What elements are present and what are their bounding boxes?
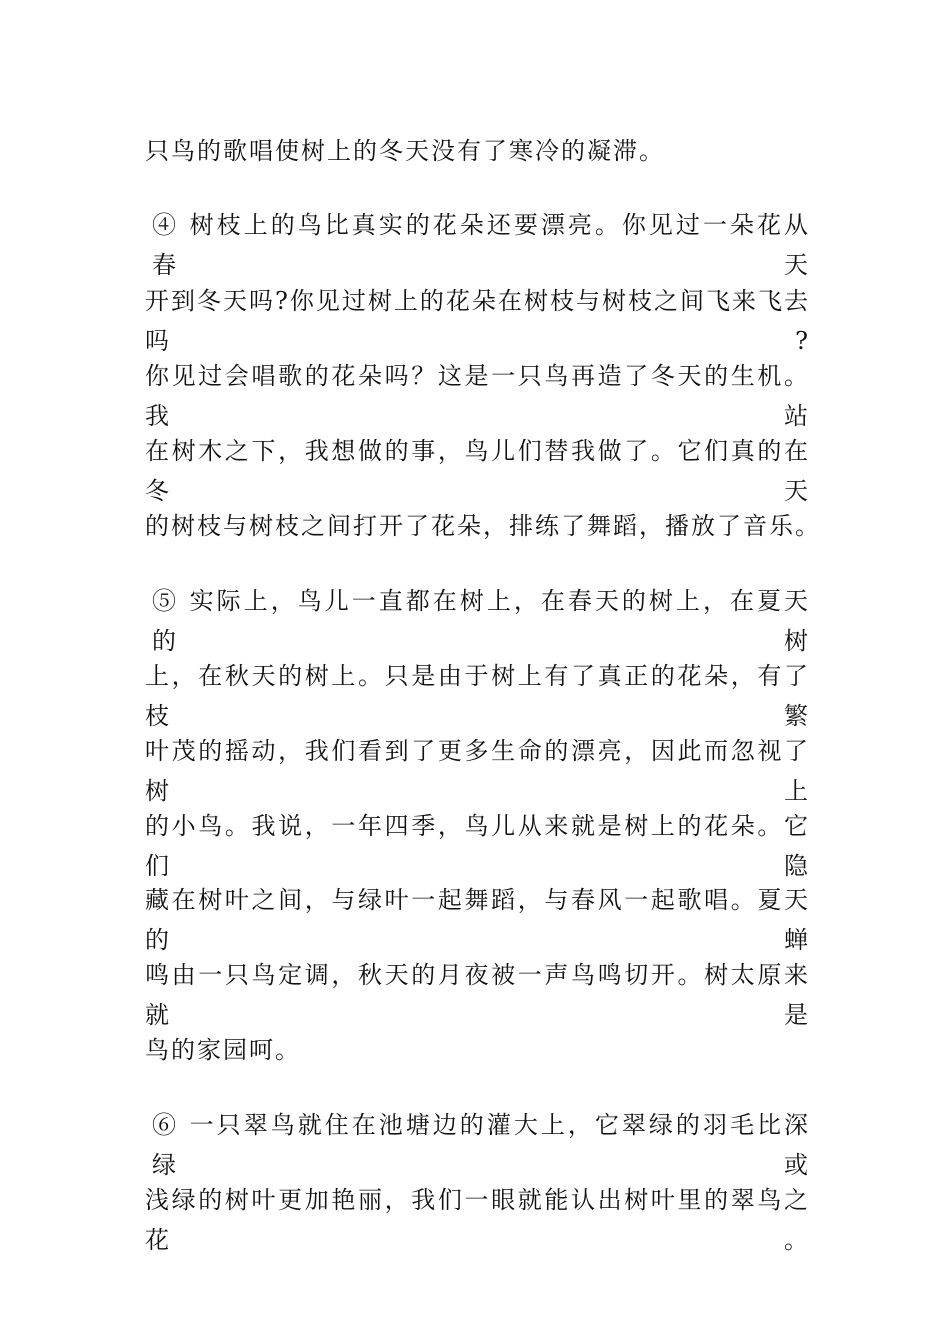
text-line-1: 只鸟的歌唱使树上的冬天没有了寒冷的凝滞。 bbox=[145, 137, 665, 165]
text-line-5: 在树木之下，我想做的事，鸟儿们替我做了。它们真的在冬天 bbox=[145, 437, 810, 505]
text-line-11: 藏在树叶之间，与绿叶一起舞蹈，与春风一起歌唱。夏天的蝉 bbox=[145, 886, 810, 954]
text-line-2: ④ 树枝上的鸟比真实的花朵还要漂亮。你见过一朵花从春天 bbox=[152, 211, 810, 279]
text-line-8: 上，在秋天的树上。只是由于树上有了真正的花朵，有了枝繁 bbox=[145, 662, 810, 730]
text-line-14: ⑥ 一只翠鸟就住在池塘边的灌大上，它翠绿的羽毛比深绿或 bbox=[152, 1111, 810, 1179]
text-line-9: 叶茂的摇动，我们看到了更多生命的漂亮，因此而忽视了树上 bbox=[145, 737, 810, 805]
text-line-10: 的小鸟。我说，一年四季，鸟儿从来就是树上的花朵。它们隐 bbox=[145, 812, 810, 880]
text-line-15: 浅绿的树叶更加艳丽，我们一眼就能认出树叶里的翠鸟之花。 bbox=[145, 1186, 810, 1254]
text-line-4: 你见过会唱歌的花朵吗？这是一只鸟再造了冬天的生机。我站 bbox=[145, 362, 810, 430]
text-line-6: 的树枝与树枝之间打开了花朵，排练了舞蹈，播放了音乐。 bbox=[145, 512, 821, 540]
text-line-12: 鸣由一只鸟定调，秋天的月夜被一声鸟鸣切开。树太原来就是 bbox=[145, 961, 810, 1029]
text-line-13: 鸟的家园呵。 bbox=[145, 1036, 301, 1064]
text-line-3: 开到冬天吗?你见过树上的花朵在树枝与树枝之间飞来飞去吗? bbox=[145, 287, 810, 355]
text-line-7: ⑤ 实际上，鸟儿一直都在树上，在春天的树上，在夏天的树 bbox=[152, 587, 810, 655]
